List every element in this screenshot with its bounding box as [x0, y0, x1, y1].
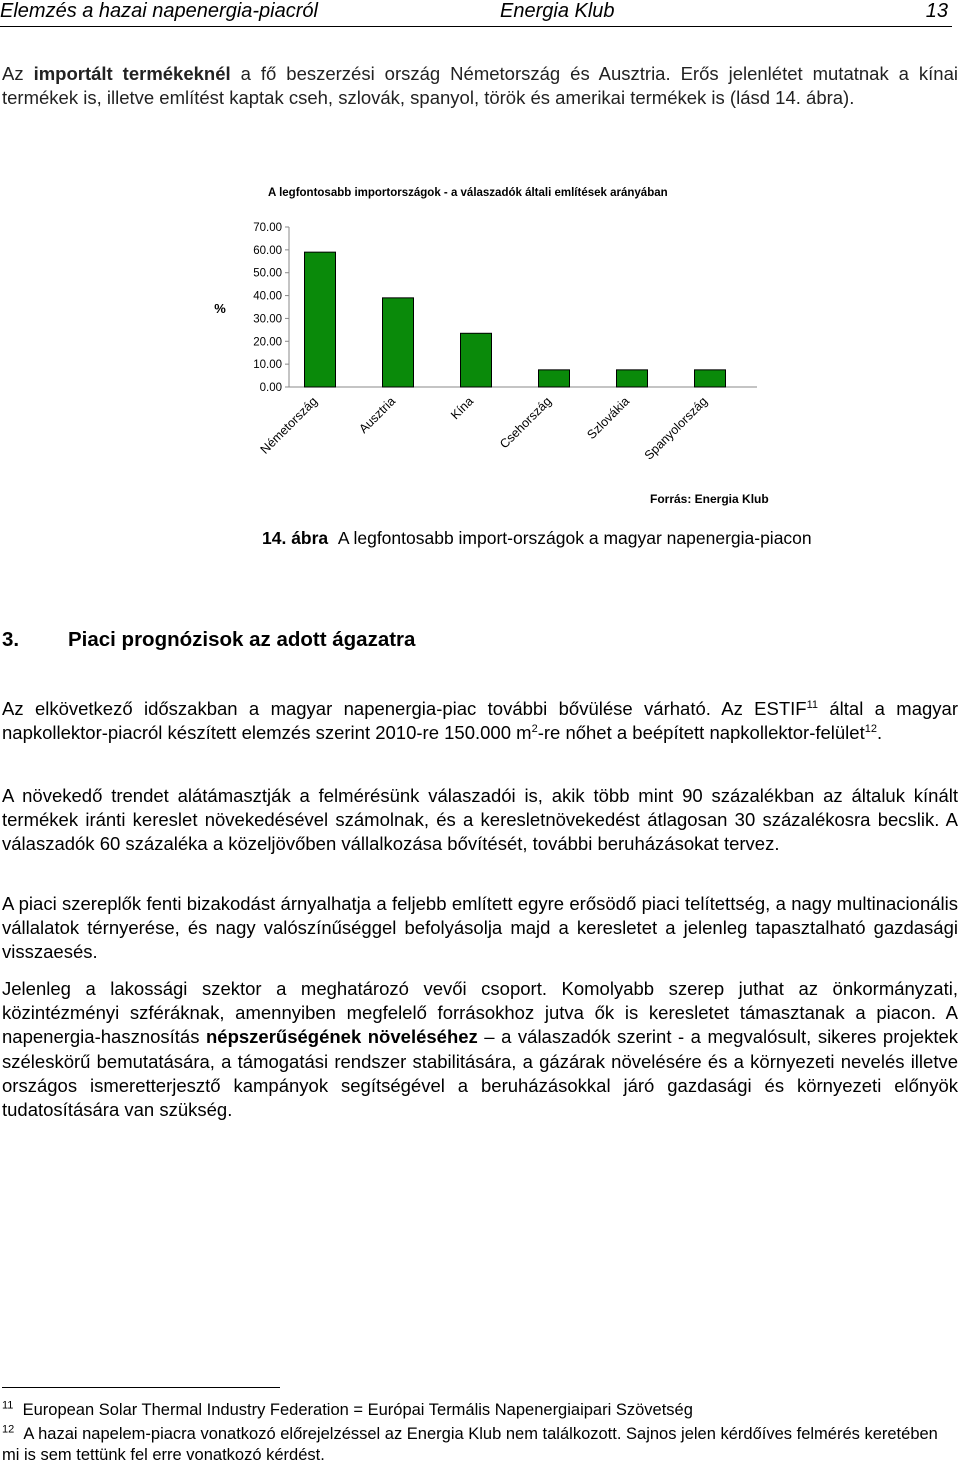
superscript-2: 2 [531, 723, 538, 736]
page-number: 13 [925, 0, 948, 22]
bar-0 [305, 252, 336, 387]
p4-b: – a válaszadók szerint - a megvalósult, sikeres projektek széleskörű bemutatására, a támogatási rendszer stabilitására, a gázárak növelésére és a környezeti nevelés illetve országos ismeretterjesztő kampányok segítségével a beruházásokkal járó gazdasági és környezeti előnyök tudatosítására van szükség. [2, 1026, 958, 1121]
header-publisher: Energia Klub [500, 0, 615, 22]
p4-bold: népszerűségének növeléséhez [205, 1026, 478, 1048]
import-countries-chart [0, 0, 960, 520]
bar-3 [539, 370, 570, 387]
y-axis-label: % [214, 301, 226, 316]
chart-source: Forrás: Energia Klub [650, 492, 769, 506]
bar-5 [695, 370, 726, 387]
x-tick-label: Németország [257, 394, 321, 457]
paragraph-saturation: A piaci szereplők fenti bizakodást árnyalhatja a feljebb említett egyre erősödő piaci telítettség, a nagy multinacionális vállalatok térnyerése, és nagy valószínűséggel befolyásolja majd a keresletet a jelenleg tapasztalható gazdasági visszaesés. [2, 893, 958, 963]
footnote-text: A hazai napelem-piacra vonatkozó előrejelzéssel az Energia Klub nem találkozott. Sajnos jelen kérdőíves felmérés keretében mi is sem tettünk fel erre vonatkozó kérdést. [2, 1425, 938, 1464]
p1-d: . [876, 722, 883, 744]
x-tick-label: Szlovákia [584, 394, 633, 442]
y-tick-label: 30.00 [253, 313, 282, 326]
section-number: 3. [2, 628, 20, 651]
y-tick-label: 60.00 [253, 244, 282, 257]
chart-title: A legfontosabb importországok - a válaszadók általi említések arányában [268, 187, 668, 199]
paragraph-forecast [2, 697, 958, 745]
footnote-ref-12[interactable]: 12 [864, 723, 877, 736]
y-tick-label: 40.00 [253, 290, 282, 303]
footnote-12 [2, 1424, 952, 1466]
footnote-num: 11 [2, 1399, 14, 1412]
y-tick-label: 0.00 [259, 382, 282, 394]
y-tick-label: 70.00 [253, 222, 282, 234]
footnote-text: European Solar Thermal Industry Federation = Európai Termális Napenergiaipari Szövetség [22, 1401, 693, 1419]
p1-c: -re nőhet a beépített napkollektor-felület [537, 722, 865, 744]
header-title: Elemzés a hazai napenergia-piacról [0, 0, 318, 22]
p1-b: által a magyar napkollektor-piacról készített elemzés szerint 2010-re 150.000 m [2, 698, 958, 744]
p4-a: Jelenleg a lakossági szektor a meghatározó vevői csoport. Komolyabb szerep juthat az önkormányzati, közintézményi szféráknak, amennyiben megfelelő forrásokhoz jutva ők is keresletet támasztanak a piacon. A napenergia-hasznosítás [2, 978, 958, 1048]
bar-2 [461, 333, 492, 387]
intro-bold: importált termékeknél [33, 63, 231, 84]
footnote-ref-11[interactable]: 11 [806, 698, 819, 711]
x-tick-label: Csehország [497, 394, 555, 452]
caption-text: A legfontosabb import-országok a magyar napenergia-piacon [337, 528, 812, 548]
paragraph-demand [2, 977, 958, 1122]
y-tick-label: 50.00 [253, 267, 282, 280]
section-title: Piaci prognózisok az adott ágazatra [68, 628, 416, 651]
x-tick-label: Spanyolország [641, 394, 711, 463]
footnote-separator [2, 1387, 280, 1388]
paragraph-growth: A növekedő trendet alátámasztják a felmérésünk válaszadói is, akik több mint 90 százalékban az általuk kínált termékek iránti kereslet növekedésével számolnak, és a keresletnövekedést átlagosan 30 százalékosra becslik. A válaszadók 60 százaléka a közeljövőben vállalkozása bővítését, további beruházásokat tervez. [2, 785, 958, 855]
figure-caption [262, 528, 812, 549]
x-tick-label: Ausztria [356, 394, 399, 437]
x-tick-label: Kína [448, 394, 477, 423]
y-tick-label: 10.00 [253, 359, 282, 372]
section-heading [2, 628, 415, 652]
bar-4 [617, 370, 648, 387]
footnote-num: 12 [2, 1423, 15, 1436]
caption-label: 14. ábra [262, 528, 329, 548]
bar-1 [383, 298, 414, 387]
intro-pre: Az [2, 63, 34, 84]
footnote-11 [2, 1400, 952, 1421]
intro-post: a fő beszerzési ország Németország és Ausztria. Erős jelenlétet mutatnak a kínai termékek is, illetve említést kaptak cseh, szlovák, spanyol, török és amerikai termékek is (lásd 14. ábra). [2, 63, 958, 109]
y-tick-label: 20.00 [253, 336, 282, 349]
p1-a: Az elkövetkező időszakban a magyar napenergia-piac további bővülése várható. Az ESTIF [2, 698, 807, 719]
